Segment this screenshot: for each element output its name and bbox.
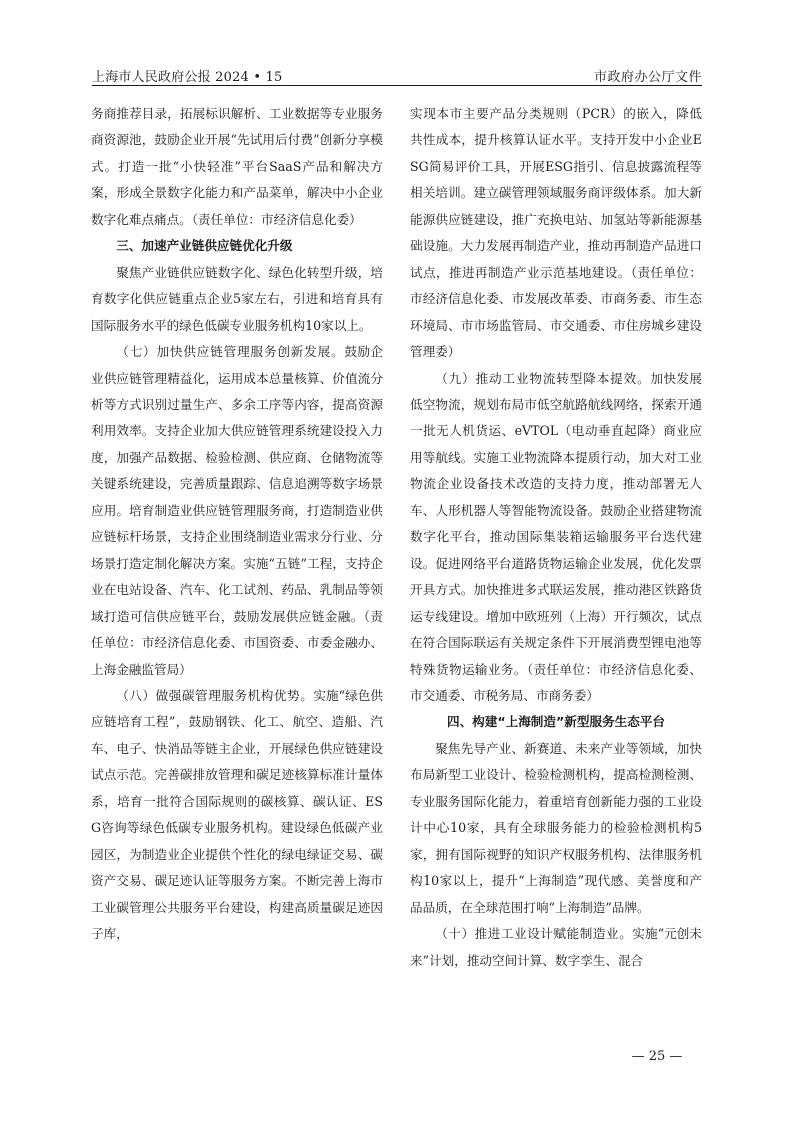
item-7-title: （七）加快供应链管理服务创新发展。 — [116, 344, 345, 360]
header-rule — [92, 85, 702, 86]
paragraph: 实现本市主要产品分类规则（PCR）的嵌入，降低共性成本，提升核算认证水平。支持开发中小企业ESG简易评价工具，开展ESG指引、信息披露流程等相关培训。建立碳管理领域服务商评级体系。加大新能源供应链建设，推广充换电站、加氢站等新能源基础设施。大力发展再制造产业，推动再制造产品进口试点，推进再制造产业示范基地建设。（责任单位：市经济信息化委、市发展改革委、市商务委、市生态环境局、市市场监管局、市交通委、市住房城乡建设管理委） — [410, 106, 702, 360]
journal-title: 上海市人民政府公报 2024 • 15 — [92, 70, 283, 85]
left-column — [91, 101, 383, 948]
item-7-body: 鼓励企业供应链管理精益化，运用成本总量核算、价值流分析等方式识别过量生产、多余工序等内容，提高资源利用效率。支持企业加大供应链管理系统建设投入力度，加强产品数据、检验检测、供应商、仓储物流等关键系统建设，完善质量跟踪、信息追溯等数字场景应用。培育制造业供应链管理服务商，打造制造业供应链标杆场景，支持企业围绕制造业需求分行业、分场景打造定制化解决方案。实施“五链”工程，支持企业在电站设备、汽车、化工试剂、药品、乳制品等领域打造可信供应链平台，鼓励发展供应链金融。（责任单位：市经济信息化委、市国资委、市委金融办、上海金融监管局） — [91, 344, 384, 677]
item-9-title: （九）推动工业物流转型降本提效。 — [435, 370, 651, 386]
item-9-body: 加快发展低空物流，规划布局市低空航路航线网络，探索开通一批无人机货运、eVTOL（电动垂直起降）商业应用等航线。实施工业物流降本提质行动，加大对工业物流企业设备技术改造的支持力度，推动部署无人车、人形机器人等智能物流设备。鼓励企业搭建物流数字化平台，推动国际集装箱运输服务平台迭代建设。促进网络平台道路货物运输企业发展，优化发票开具方式。加快推进多式联运发展，推动港区铁路货运专线建设。增加中欧班列（上海）开行频次，试点在符合国际联运有关规定条件下开展消费型锂电池等特殊货物运输业务。（责任单位：市经济信息化委、市交通委、市税务局、市商务委） — [410, 370, 703, 703]
paragraph: 聚焦先导产业、新赛道、未来产业等领域，加快布局新型工业设计、检验检测机构，提高检测检测、专业服务国际化能力，着重培育创新能力强的工业设计中心10家，具有全球服务能力的检验检测机构5家，拥有国际视野的知识产权服务机构、法律服务机构10家以上，提升“上海制造”现代感、美誉度和产品品质，在全球范围打响“上海制造”品牌。 — [410, 740, 702, 915]
item-9-paragraph — [410, 366, 702, 710]
page-number: — 25 — — [631, 1049, 683, 1064]
item-8-paragraph — [91, 683, 383, 948]
section-title: 市政府办公厅文件 — [593, 70, 702, 85]
paragraph: 务商推荐目录，拓展标识解析、工业数据等专业服务商资源池，鼓励企业开展“先试用后付费”创新分享模式。打造一批“小快轻准”平台SaaS产品和解决方案，形成全景数字化能力和产品菜单，解决中小企业数字化难点痛点。（责任单位：市经济信息化委） — [91, 106, 383, 227]
item-8-title: （八）做强碳管理服务机构优势。 — [116, 687, 314, 703]
section-heading-4: 四、构建“上海制造”新型服务生态平台 — [446, 714, 666, 730]
item-10-title: （十）推进工业设计赋能制造业。 — [435, 926, 633, 942]
item-7-paragraph — [91, 339, 383, 683]
section-heading-3: 三、加速产业链供应链优化升级 — [116, 238, 293, 254]
paragraph: 聚焦产业链供应链数字化、绿色化转型升级，培育数字化供应链重点企业5家左右，引进和培育具有国际服务水平的绿色低碳专业服务机构10家以上。 — [91, 264, 383, 333]
page-header — [92, 62, 702, 86]
item-10-paragraph — [410, 921, 702, 974]
right-column — [410, 101, 702, 974]
item-8-body: 实施“绿色供应链培育工程”，鼓励钢铁、化工、航空、造船、汽车、电子、快消品等链主企业，开展绿色供应链建设试点示范。完善碳排放管理和碳足迹核算标准计量体系，培育一批符合国际规则的碳核算、碳认证、ESG咨询等绿色低碳专业服务机构。建设绿色低碳产业园区，为制造业企业提供个性化的绿电绿证交易、碳资产交易、碳足迹认证等服务方案。不断完善上海市工业碳管理公共服务平台建设，构建高质量碳足迹因子库， — [91, 687, 383, 942]
item-10-body: 实施“元创未来”计划，推动空间计算、数字孪生、混合 — [410, 926, 702, 968]
